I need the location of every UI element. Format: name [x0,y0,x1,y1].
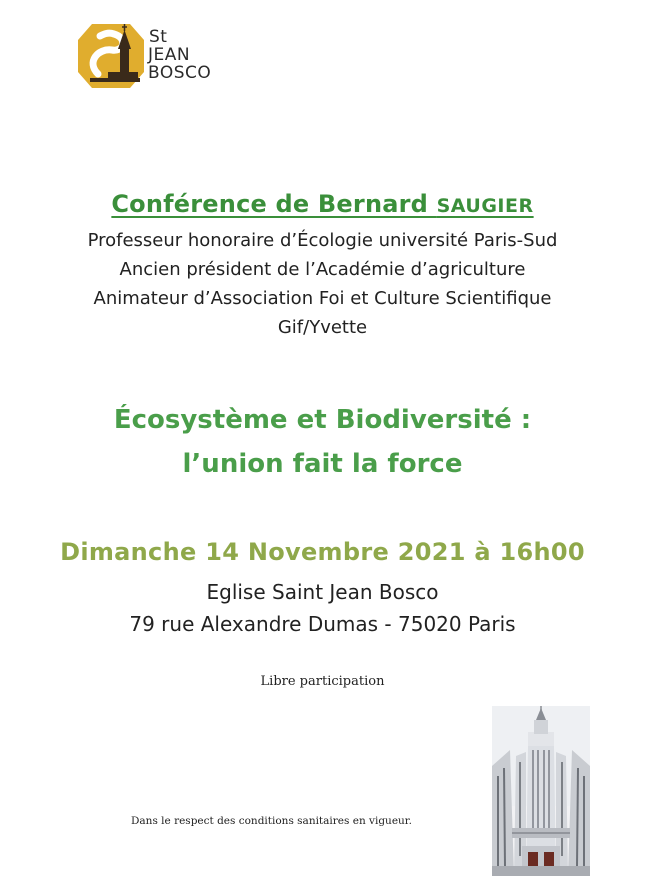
speaker-info-line: Ancien président de l’Académie d’agriculture [119,259,526,280]
speaker-info-line: Animateur d’Association Foi et Culture Scientifique [93,288,552,309]
sanitary-notice: Dans le respect des conditions sanitaires en vigueur. [131,815,412,827]
church-photo [492,706,590,876]
conference-title [0,190,645,218]
conference-theme [0,398,645,486]
logo-wordmark [148,28,211,82]
theme-line-1: Écosystème et Biodiversité : [113,405,532,435]
participation-note: Libre participation [260,674,385,689]
speaker-info [0,226,645,342]
logo [78,22,218,94]
event-venue: Eglise Saint Jean Bosco [206,580,439,604]
logo-line-2: JEAN [148,45,191,65]
event-place [0,576,645,640]
logo-line-3: BOSCO [148,63,212,83]
conference-title-prefix: Conférence de Bernard [111,190,437,218]
theme-line-2: l’union fait la force [182,449,463,479]
speaker-info-line: Gif/Yvette [277,317,368,338]
event-date: Dimanche 14 Novembre 2021 à 16h00 [60,538,585,566]
speaker-info-line: Professeur honoraire d’Écologie université Paris-Sud [87,230,558,251]
speaker-surname: SAUGIER [436,195,534,217]
event-address: 79 rue Alexandre Dumas - 75020 Paris [129,612,516,636]
logo-line-1: St [149,27,168,47]
church-logo-icon [78,22,144,90]
